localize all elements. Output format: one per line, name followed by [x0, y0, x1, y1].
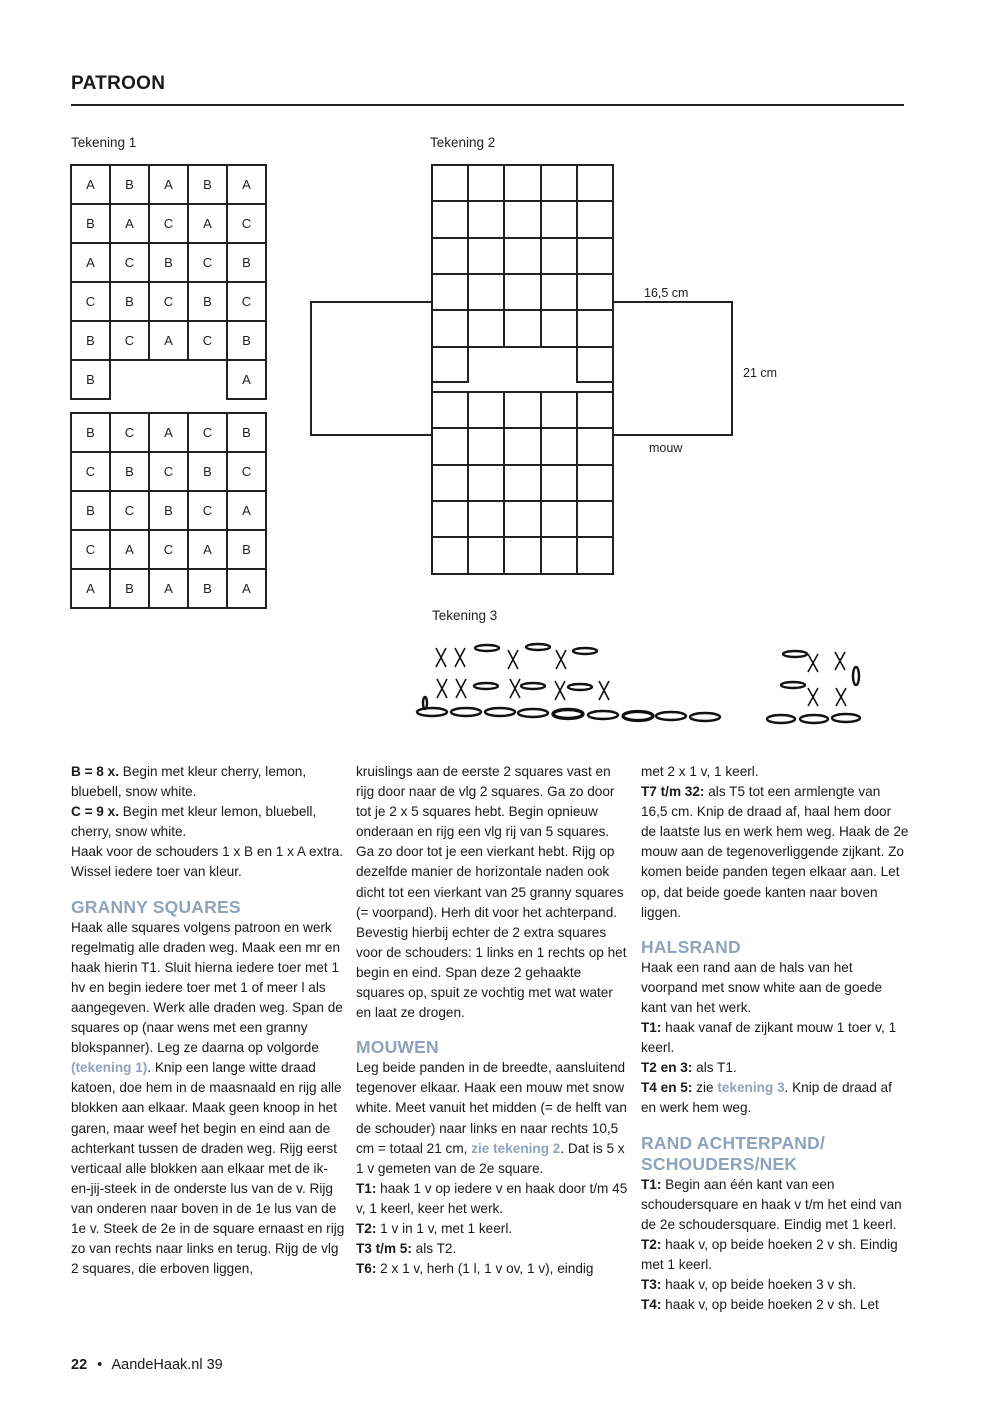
row-text: zie — [692, 1080, 718, 1096]
grid-cell: A — [188, 204, 227, 243]
dimension-width-label: 16,5 cm — [644, 286, 689, 300]
grid-cell: B — [71, 491, 110, 530]
row-text: haak v, op beide hoeken 3 v sh. — [661, 1276, 857, 1292]
left-sleeve-outline — [311, 302, 432, 435]
row-text: haak 1 v op iedere v en haak door t/m 45 v, 1 keerl, keer het werk. — [356, 1180, 628, 1216]
grid-cell: B — [227, 530, 266, 569]
row-text: haak vanaf de zijkant mouw 1 toer v, 1 keerl. — [641, 1020, 897, 1056]
grid-cell: C — [149, 452, 188, 491]
publication-name: AandeHaak.nl 39 — [111, 1357, 223, 1373]
color-b-text: Begin met kleur cherry, lemon, bluebell, snow white. — [71, 764, 307, 800]
grid-cell: A — [149, 413, 188, 452]
row-label: T1: — [641, 1020, 662, 1036]
grid-cell: A — [110, 204, 149, 243]
right-sleeve-outline — [613, 302, 732, 435]
row-text: . Knip de draad af en werk hem weg. — [641, 1080, 892, 1116]
page-footer — [71, 1357, 223, 1373]
grid-cell: B — [71, 204, 110, 243]
granny-squares-paragraph — [71, 918, 346, 1280]
grid-cell: B — [149, 491, 188, 530]
grid-cell: B — [71, 321, 110, 360]
grid-cell: C — [149, 204, 188, 243]
grid-cell: C — [227, 452, 266, 491]
color-c-label: C = 9 x. — [71, 804, 119, 820]
granny-squares-heading: GRANNY SQUARES — [71, 896, 241, 917]
grid-cell: C — [110, 491, 149, 530]
tekening-2-reference[interactable]: zie tekening 2 — [471, 1140, 561, 1156]
grid-cell: A — [71, 569, 110, 608]
mouwen-heading: MOUWEN — [356, 1037, 439, 1058]
dimension-height-label: 21 cm — [743, 366, 778, 380]
grid-cell: C — [188, 243, 227, 282]
row-text: als T1. — [692, 1060, 737, 1076]
shoulders-paragraph: Haak voor de schouders 1 x B en 1 x A extra. Wissel iedere toer van kleur. — [71, 844, 344, 880]
tekening-1-reference[interactable]: (tekening 1) — [71, 1060, 148, 1076]
color-b-paragraph — [71, 762, 346, 802]
grid-cell: B — [110, 452, 149, 491]
grid-cell: B — [188, 452, 227, 491]
text-column-1 — [71, 762, 346, 1279]
row-label: T7 t/m 32: — [641, 784, 705, 800]
color-b-label: B = 8 x. — [71, 764, 119, 779]
rand-row-2 — [641, 1235, 909, 1275]
mouwen-row-6-cont: met 2 x 1 v, 1 keerl. — [641, 764, 759, 779]
grid-cell: C — [227, 204, 266, 243]
mouwen-row-7-32 — [641, 782, 909, 923]
figure-3-crochet-chart — [417, 644, 860, 723]
row-label: T2 en 3: — [641, 1060, 693, 1076]
grid-cell: A — [149, 569, 188, 608]
grid-cell: B — [227, 413, 266, 452]
row-label: T4 en 5: — [641, 1080, 693, 1096]
mouwen-row-2 — [356, 1219, 631, 1239]
grid-cell: A — [227, 569, 266, 608]
grid-cell: B — [71, 360, 110, 399]
row-label: T3 t/m 5: — [356, 1241, 412, 1257]
grid-cell: A — [149, 165, 188, 204]
halsrand-heading: HALSRAND — [641, 936, 741, 957]
grid-cell: C — [188, 321, 227, 360]
grid-cell: C — [110, 413, 149, 452]
figure-2-label: Tekening 2 — [430, 135, 496, 150]
text-column-3 — [641, 762, 909, 1315]
color-c-paragraph — [71, 802, 346, 842]
grid-cell: A — [188, 530, 227, 569]
grid-cell: A — [71, 243, 110, 282]
grid-cell: B — [227, 243, 266, 282]
rand-row-1 — [641, 1175, 909, 1235]
mouwen-text-a: Leg beide panden in de breedte, aansluitend tegenover elkaar. Haak een mouw met snow white. Meet vanuit het midden (= de helft van de schouder) naar links en naar rechts 10,5 cm = totaal 21 cm, — [356, 1060, 627, 1156]
page-number: 22 — [71, 1357, 88, 1373]
text-column-2 — [356, 762, 631, 1279]
tekening-3-reference[interactable]: tekening 3 — [717, 1080, 785, 1096]
grid-cell: C — [110, 321, 149, 360]
grid-cell: B — [110, 569, 149, 608]
grid-cell: C — [149, 530, 188, 569]
grid-cell: B — [110, 282, 149, 321]
assembly-paragraph: kruislings aan de eerste 2 squares vast en rijg door naar de vlg 2 squares. Ga zo door tot je 2 x 5 squares hebt. Begin opnieuw onderaan en rijg een vlg rij van 5 squares. Ga zo door tot je een vierkant hebt. Rijg op dezelfde manier de horizontale naden ook dicht tot een vierkant van 25 granny squares (= voorpand). Herh dit voor het achterpand. Bevestig hierbij echter de 2 extra squares voor de schouders: 1 links en 1 rechts op het begin en eind. Span deze 2 gehaakte squares op, spuit ze vochtig met wat water en laat ze drogen. — [356, 764, 627, 1021]
row-text: haak v, op beide hoeken 2 v sh. Let — [661, 1297, 879, 1313]
grid-cell: C — [71, 530, 110, 569]
grid-cell: A — [110, 530, 149, 569]
halsrand-paragraph: Haak een rand aan de hals van het voorpand met snow white aan de goede kant van het werk. — [641, 959, 883, 1015]
figure-2-sweater-diagram — [0, 0, 999, 700]
row-label: T6: — [356, 1261, 377, 1277]
row-text: 2 x 1 v, herh (1 l, 1 v ov, 1 v), eindig — [376, 1261, 594, 1277]
color-c-text: Begin met kleur lemon, bluebell, cherry, snow white. — [71, 804, 317, 840]
grid-cell: B — [71, 413, 110, 452]
grid-cell: A — [71, 165, 110, 204]
grid-cell: B — [188, 165, 227, 204]
row-label: T4: — [641, 1297, 662, 1313]
grid-cell: C — [110, 243, 149, 282]
grid-cell: A — [227, 360, 266, 399]
granny-text-b: . Knip een lange witte draad katoen, doe hem in de maasnaald en rijg alle blokken aan elkaar. Maak geen knoop in het garen, maar weef het begin en eind aan de achterkant tussen de draden weg. Rijg eerst verticaal alle blokken aan elkaar met de ik-en-jij-steek in de onderste lus van de v. Rijg van onderen naar boven in de 1e lus van de 1e v. Steek de 2e in de square ernaast en rijg zo van rechts naar links en terug. Rijg de vlg 2 squares, die erboven liggen, — [71, 1060, 345, 1277]
page-title: PATROON — [71, 73, 166, 94]
grid-cell: B — [188, 569, 227, 608]
rand-achterpand-heading: RAND ACHTERPAND/ SCHOUDERS/NEK — [641, 1132, 826, 1174]
grid-cell: C — [149, 282, 188, 321]
sleeve-label: mouw — [649, 441, 683, 455]
grid-cell: C — [71, 282, 110, 321]
halsrand-row-1 — [641, 1018, 909, 1058]
row-label: T1: — [356, 1180, 377, 1196]
row-text: haak v, op beide hoeken 2 v sh. Eindig met 1 keerl. — [641, 1236, 898, 1272]
row-label: T3: — [641, 1276, 662, 1292]
halsrand-row-4-5 — [641, 1078, 909, 1118]
figure-1-label: Tekening 1 — [71, 135, 137, 150]
mouwen-text-b: . Dat is 5 x 1 v gemeten van de 2e square. — [356, 1140, 625, 1176]
granny-text-a: Haak alle squares volgens patroon en werk regelmatig alle draden weg. Maak een mr en haak hierin T1. Sluit hierna iedere toer met 1 hv en begin iedere toer met 1 of meer l als aangegeven. Werk alle draden weg. Span de squares op (naar wens met een granny blokspanner). Leg ze daarna op volgorde — [71, 919, 343, 1056]
grid-cell: A — [227, 165, 266, 204]
grid-cell: B — [149, 243, 188, 282]
mouwen-row-1 — [356, 1179, 631, 1219]
grid-cell: C — [227, 282, 266, 321]
grid-cell: C — [188, 491, 227, 530]
row-text: als T2. — [411, 1241, 457, 1257]
mouwen-paragraph — [356, 1058, 631, 1179]
row-text: als T5 tot een armlengte van 16,5 cm. Knip de draad af, haal hem door de laatste lus en werk hem weg. Haak de 2e mouw aan de tegenoverliggende zijkant. Zo komen beide panden tegen elkaar aan. Let op, dat beide goede kanten naar boven liggen. — [641, 784, 909, 920]
grid-cell: B — [110, 165, 149, 204]
row-text: 1 v in 1 v, met 1 keerl. — [376, 1220, 513, 1236]
footer-bullet: • — [97, 1357, 103, 1373]
mouwen-row-3-5 — [356, 1239, 631, 1259]
figure-3-label: Tekening 3 — [432, 608, 498, 623]
halsrand-row-2-3 — [641, 1058, 909, 1078]
row-label: T2: — [641, 1236, 662, 1252]
mouwen-row-6 — [356, 1259, 631, 1279]
grid-cell: B — [227, 321, 266, 360]
grid-cell: C — [188, 413, 227, 452]
row-label: T1: — [641, 1176, 662, 1192]
rand-row-3 — [641, 1275, 909, 1295]
row-label: T2: — [356, 1220, 377, 1236]
grid-cell: C — [71, 452, 110, 491]
rand-row-4 — [641, 1295, 909, 1315]
grid-cell: A — [149, 321, 188, 360]
row-text: Begin aan één kant van een schoudersquare en haak v t/m het eind van de 2e schoudersquare. Eindig met 1 keerl. — [641, 1176, 902, 1232]
grid-cell: B — [188, 282, 227, 321]
grid-cell: A — [227, 491, 266, 530]
